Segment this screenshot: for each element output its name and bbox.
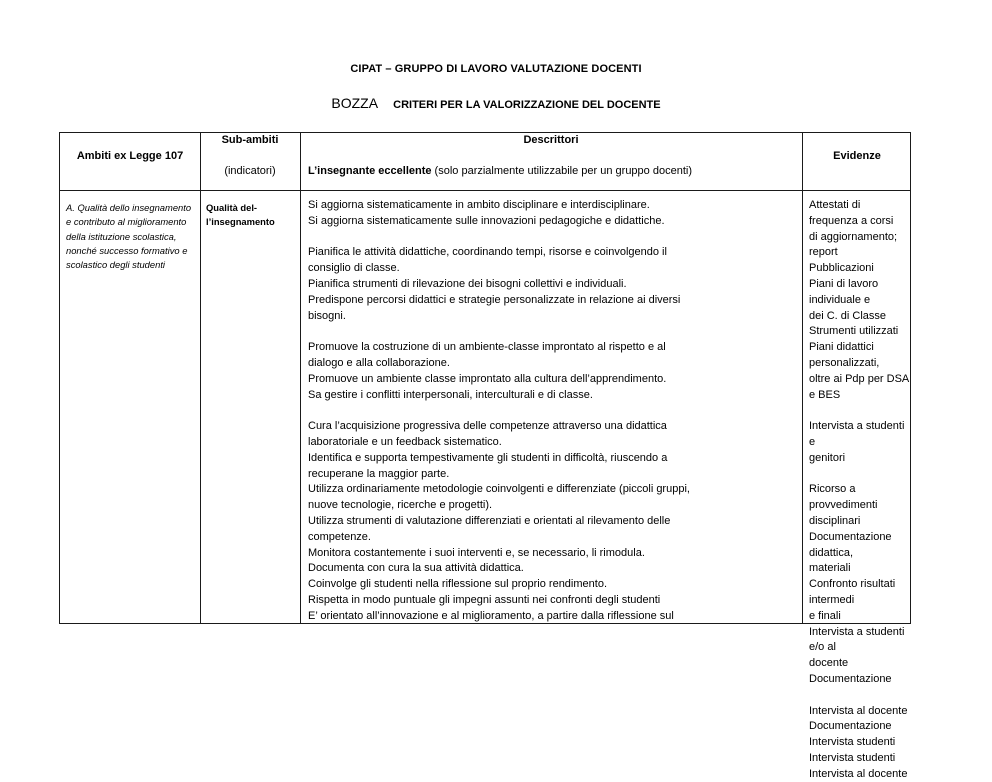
header-sub-ambiti-note: (indicatori) [224,164,276,177]
criteria-table [59,132,911,780]
header-ambiti: Ambiti ex Legge 107 [76,150,184,162]
ambito-cell: A. Qualità dello insegnamento e contributo al miglioramento della istituzione scolastica, nonché successo formativo e scolastico degli studenti [66,202,192,271]
header-descrittori-title: Descrittori [523,134,579,146]
document-title: CRITERI PER LA VALORIZZAZIONE DEL DOCENTE [393,99,661,111]
document-subtitle [0,95,992,111]
header-descrittori-subtitle [300,164,802,180]
header-sub-ambiti [200,133,300,180]
column-divider [300,133,301,623]
header-sub-ambiti-title: Sub-ambiti [221,134,279,146]
column-divider [200,133,201,623]
header-descrittori-bold: L’insegnante eccellente [308,164,432,177]
sub-ambito-cell: Qualità del-l’insegnamento [206,202,275,228]
page-heading: CIPAT – GRUPPO DI LAVORO VALUTAZIONE DOCENTI [350,63,642,75]
descrittori-cell: Si aggiorna sistematicamente in ambito disciplinare e interdisciplinare. Si aggiorna sistematicamente sulle innovazioni pedagogiche e didattiche. Pianifica le attività didattiche, coordinando tempi, risorse e coinvolgendo il consiglio di classe. Pianifica strumenti di rilevazione dei bisogni collettivi e individuali. Predispone percorsi didattici e strategie personalizzate in relazione ai diversi bisogni. Promuove la costruzione di un ambiente-classe improntato al rispetto e al dialogo e alla collaborazione. Promuove un ambiente classe improntato alla cultura dell’apprendimento. Sa gestire i conflitti interpersonali, interculturali e di classe. Cura l’acquisizione progressiva delle competenze attraverso una didattica laboratoriale e un feedback sistematico. Identifica e supporta tempestivamente gli studenti in difficoltà, riuscendo a recuperane la maggior parte. Utilizza ordinariamente metodologie coinvolgenti e differenziate (piccoli gruppi, nuove tecnologie, ricerche e progetti). Utilizza strumenti di valutazione differenziati e orientati al rilevamento delle competenze. Monitora costantemente i suoi interventi e, se necessario, li rimodula. Documenta con cura la sua attività didattica. Coinvolge gli studenti nella riflessione sul proprio rendimento. Rispetta in modo puntuale gli impegni assunti nei confronti degli studenti E’ orientato all’innovazione e al miglioramento, a partire dalla riflessione sul [308,199,690,622]
draft-label: BOZZA [331,95,379,111]
column-divider [802,133,803,623]
header-evidenze: Evidenze [833,150,881,162]
header-divider [60,190,910,191]
header-descrittori [300,133,802,180]
header-descrittori-note: (solo parzialmente utilizzabile per un gruppo docenti) [431,164,692,177]
evidenze-cell: Attestati di frequenza a corsi di aggiornamento; report Pubblicazioni Piani di lavoro individuale e dei C. di Classe Strumenti utilizzati Piani didattici personalizzati, oltre ai Pdp per DSA e BES Intervista a studenti e genitori Ricorso a provvedimenti disciplinari Documentazione didattica, materiali Confronto risultati intermedi e finali Intervista a studenti e/o al docente Documentazione Intervista al docente Documentazione Intervista studenti Intervista studenti Intervista al docente [809,199,909,780]
